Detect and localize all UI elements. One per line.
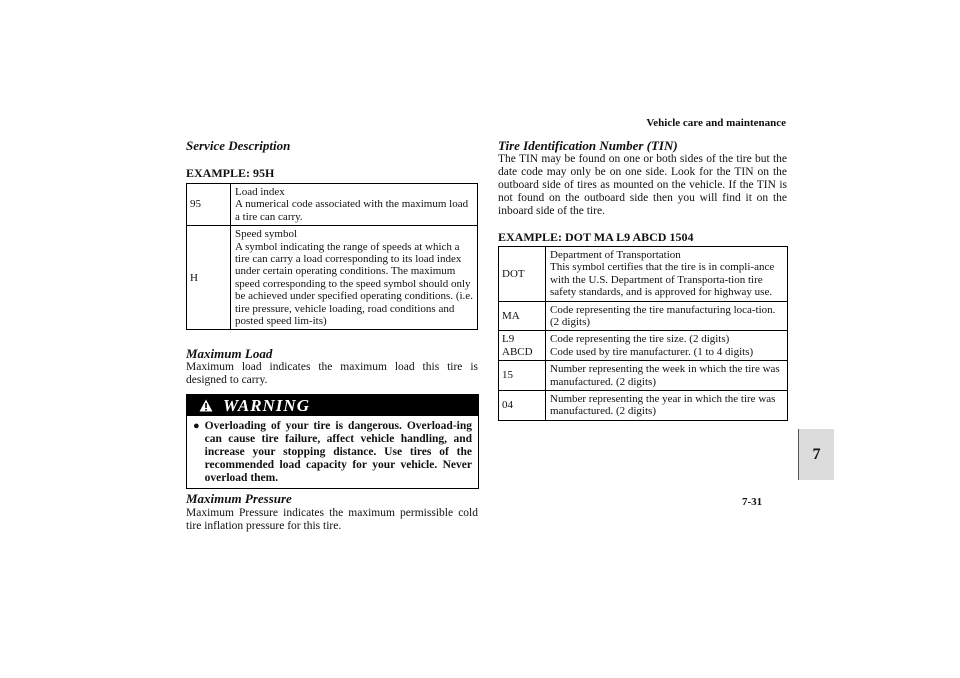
warning-header: [187, 395, 478, 416]
table-value: Number representing the week in which the tire was manufactured. (2 digits): [546, 361, 788, 391]
table-row: [499, 301, 788, 331]
table-value: Code representing the tire manufacturing loca-tion. (2 digits): [546, 301, 788, 331]
table-row: [499, 331, 788, 361]
page-number: 7-31: [742, 496, 763, 508]
table-key-95: 95: [187, 184, 231, 226]
table-key-ma: MA: [499, 301, 546, 331]
table-row: [499, 361, 788, 391]
table-key-l9-abcd: L9 ABCD: [499, 331, 546, 361]
example-dot-heading: EXAMPLE: DOT MA L9 ABCD 1504: [498, 230, 694, 244]
table-row: [187, 226, 478, 330]
maximum-pressure-heading: Maximum Pressure: [186, 491, 292, 506]
maximum-load-heading: Maximum Load: [186, 346, 273, 361]
tin-table: [498, 246, 788, 421]
table-value: [231, 184, 478, 226]
maximum-pressure-text: Maximum Pressure indicates the maximum permissible cold tire inflation pressure for this tire.: [186, 507, 478, 532]
manufacturer-code-desc: Code used by tire manufacturer. (1 to 4 digits): [550, 345, 754, 358]
load-index-label: Load index: [235, 186, 285, 198]
tin-heading: Tire Identification Number (TIN): [498, 138, 678, 153]
table-value: Number representing the year in which the tire was manufactured. (2 digits): [546, 391, 788, 421]
running-header: Vehicle care and maintenance: [646, 117, 786, 129]
table-key-04: 04: [499, 391, 546, 421]
dot-desc: This symbol certifies that the tire is in compli-ance with the U.S. Department of Transporta-tion tire safety standards, and is approved for highway use.: [550, 261, 775, 299]
speed-symbol-desc: A symbol indicating the range of speeds at which a tire can carry a load corresponding to its load index under certain operating conditions. The maximum speed corresponding to the speed symbol should only be achieved under specified operating conditions. (i.e. tire pressure, vehicle loading, road conditions and posted speed lim-its): [235, 240, 473, 328]
warning-body: [187, 416, 478, 488]
load-index-desc: A numerical code associated with the maximum load a tire can carry.: [235, 198, 469, 223]
tin-text: The TIN may be found on one or both sides of the tire but the date code may only be on one side. Look for the TIN on the outboard side of tires as mounted on the vehicle. If the TIN is not found on the outboard side then you will find it on the inboard side of the tire.: [498, 153, 787, 217]
warning-title: WARNING: [223, 395, 310, 415]
table-key-h: H: [187, 226, 231, 330]
table-key-dot: DOT: [499, 247, 546, 302]
example-95h-heading: EXAMPLE: 95H: [186, 166, 275, 180]
speed-symbol-label: Speed symbol: [235, 228, 298, 241]
table-row: [499, 247, 788, 302]
size-code-desc: Code representing the tire size. (2 digits): [550, 333, 730, 346]
service-description-heading: Service Description: [186, 138, 291, 153]
service-description-table: [186, 183, 478, 330]
chapter-tab: 7: [798, 429, 834, 480]
table-value: [231, 226, 478, 330]
warning-box: [186, 394, 479, 489]
table-value: [546, 247, 788, 302]
warning-triangle-icon: [199, 399, 213, 412]
warning-text: Overloading of your tire is dangerous. Overload-ing can cause tire failure, affect vehicle handling, and increase your stopping distance. Use tires of the recommended load capacity for your vehicle. Never overload them.: [204, 420, 472, 484]
bullet-icon: ●: [193, 420, 200, 432]
dot-label: Department of Transportation: [550, 249, 681, 261]
table-value: [546, 331, 788, 361]
table-row: [499, 391, 788, 421]
maximum-load-text: Maximum load indicates the maximum load this tire is designed to carry.: [186, 361, 478, 386]
table-key-15: 15: [499, 361, 546, 391]
table-row: [187, 184, 478, 226]
